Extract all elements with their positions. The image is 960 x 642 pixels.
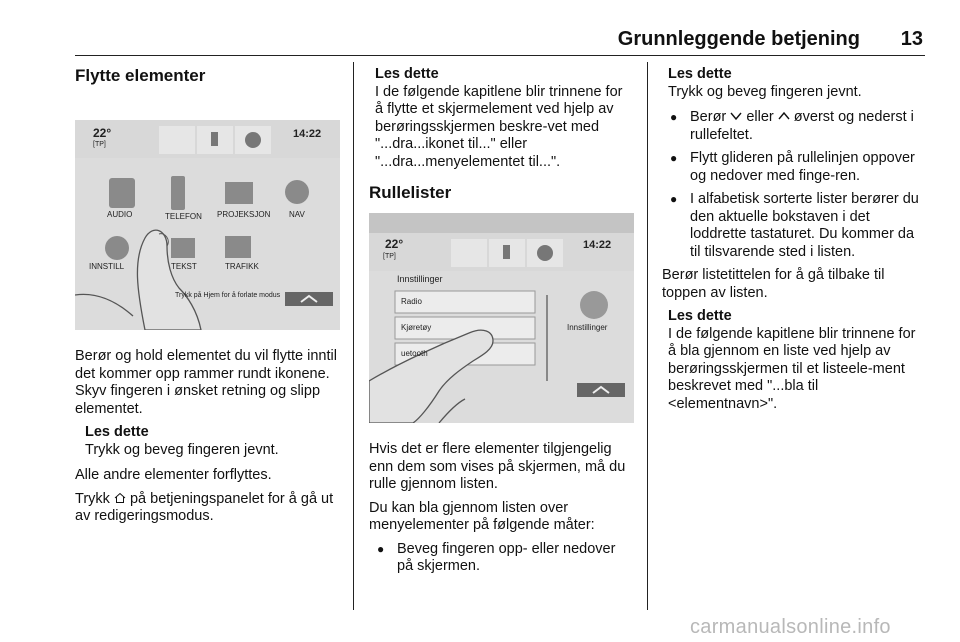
app-label-trafikk: TRAFIKK bbox=[225, 262, 259, 271]
note-text: I de følgende kapitlene blir trinnene for å bla gjennom en liste ved hjelp av berøringsskjermen til et listeele-ment beskrevet med "...bla til <elementnavn>". bbox=[668, 325, 916, 412]
paragraph-home-instruction bbox=[75, 491, 340, 526]
home-screen-illustration bbox=[75, 120, 340, 330]
chevron-down-icon bbox=[730, 110, 742, 122]
list-title: Innstillinger bbox=[397, 274, 443, 284]
app-label-nav: NAV bbox=[289, 210, 305, 219]
bullet-list bbox=[369, 541, 634, 576]
text-fragment: eller bbox=[746, 109, 774, 125]
section-title: Grunnleggende betjening bbox=[617, 28, 860, 50]
text-fragment: på betjeningspanelet for å gå ut av redigeringsmodus. bbox=[75, 490, 334, 524]
app-label-tekst: TEKST bbox=[171, 262, 197, 271]
note bbox=[85, 424, 340, 459]
note bbox=[668, 308, 927, 413]
list-item-kjoretoy: Kjøretøy bbox=[401, 323, 432, 332]
list-item: ● I alfabetisk sorterte lister berører du den aktuelle bokstaven i det loddrette tastaturet. Du kommer da til tilsvarende sted i listen. bbox=[662, 191, 927, 261]
screen-hint: Trykk på Hjem for å forlate modus bbox=[175, 292, 281, 299]
heading-rullelister: Rullelister bbox=[369, 183, 452, 202]
header-rule bbox=[75, 55, 925, 56]
paragraph: Alle andre elementer forflyttes. bbox=[75, 467, 272, 483]
page-header bbox=[0, 0, 960, 60]
screen-time: 14:22 bbox=[293, 128, 322, 140]
screen-tp: [TP] bbox=[93, 141, 106, 148]
note bbox=[375, 66, 634, 171]
app-label-projeksjon: PROJEKSJON bbox=[217, 210, 271, 219]
screen-tp: [TP] bbox=[383, 253, 396, 260]
note-title: Les dette bbox=[85, 424, 149, 440]
list-item-scroll-arrows bbox=[662, 109, 927, 144]
paragraph: Berør og hold elementet du vil flytte inntil det kommer opp rammer rundt ikonene. Skyv fingeren i ønsket retning og slipp elementet. bbox=[75, 348, 337, 417]
note-title: Les dette bbox=[375, 66, 439, 82]
text-fragment: Berør bbox=[690, 109, 727, 125]
text-fragment: øverst og nederst i rullefeltet. bbox=[690, 109, 914, 143]
chevron-up-icon bbox=[778, 110, 790, 122]
note-text: Trykk og beveg fingeren jevnt. bbox=[85, 441, 279, 458]
list-item: ● Beveg fingeren opp- eller nedover på skjermen. bbox=[369, 541, 634, 576]
note bbox=[668, 66, 927, 101]
screen-temperature: 22° bbox=[93, 126, 112, 140]
app-label-audio: AUDIO bbox=[107, 210, 133, 219]
home-icon bbox=[114, 492, 126, 504]
screen-time: 14:22 bbox=[583, 239, 612, 251]
column-1 bbox=[75, 66, 340, 532]
heading-flytte-elementer: Flytte elementer bbox=[75, 66, 206, 85]
note-text: Trykk og beveg fingeren jevnt. bbox=[668, 83, 862, 100]
paragraph: Berør listetittelen for å gå tilbake til toppen av listen. bbox=[662, 267, 885, 301]
list-screen-illustration bbox=[369, 213, 634, 423]
side-label: Innstillinger bbox=[567, 323, 608, 332]
paragraph: Hvis det er flere elementer tilgjengelig enn dem som vises på skjermen, må du rulle gjennom listen. bbox=[369, 441, 626, 492]
column-3 bbox=[662, 66, 927, 421]
list-item-bluetooth: uetooth bbox=[401, 349, 428, 358]
column-divider bbox=[353, 62, 354, 610]
note-title: Les dette bbox=[668, 66, 732, 82]
note-title: Les dette bbox=[668, 308, 732, 324]
bullet-list bbox=[662, 109, 927, 261]
note-text: I de følgende kapitlene blir trinnene for å flytte et skjermelement ved hjelp av berøringsskjermen beskre-vet med "...dra...ikonet til..." eller "...dra...menyelementet til...". bbox=[375, 83, 623, 170]
app-label-telefon: TELEFON bbox=[165, 212, 202, 221]
screen-temperature: 22° bbox=[385, 237, 404, 251]
list-item: ● Flytt glideren på rullelinjen oppover og nedover med finge-ren. bbox=[662, 150, 927, 185]
column-2 bbox=[369, 66, 634, 582]
list-item-radio: Radio bbox=[401, 297, 422, 306]
paragraph: Du kan bla gjennom listen over menyelementer på følgende måter: bbox=[369, 499, 595, 533]
page-number: 13 bbox=[900, 28, 923, 50]
text-fragment: Trykk bbox=[75, 490, 110, 507]
watermark: carmanualsonline.info bbox=[690, 616, 891, 638]
app-label-innstill: INNSTILL bbox=[89, 262, 125, 271]
column-divider bbox=[647, 62, 648, 610]
